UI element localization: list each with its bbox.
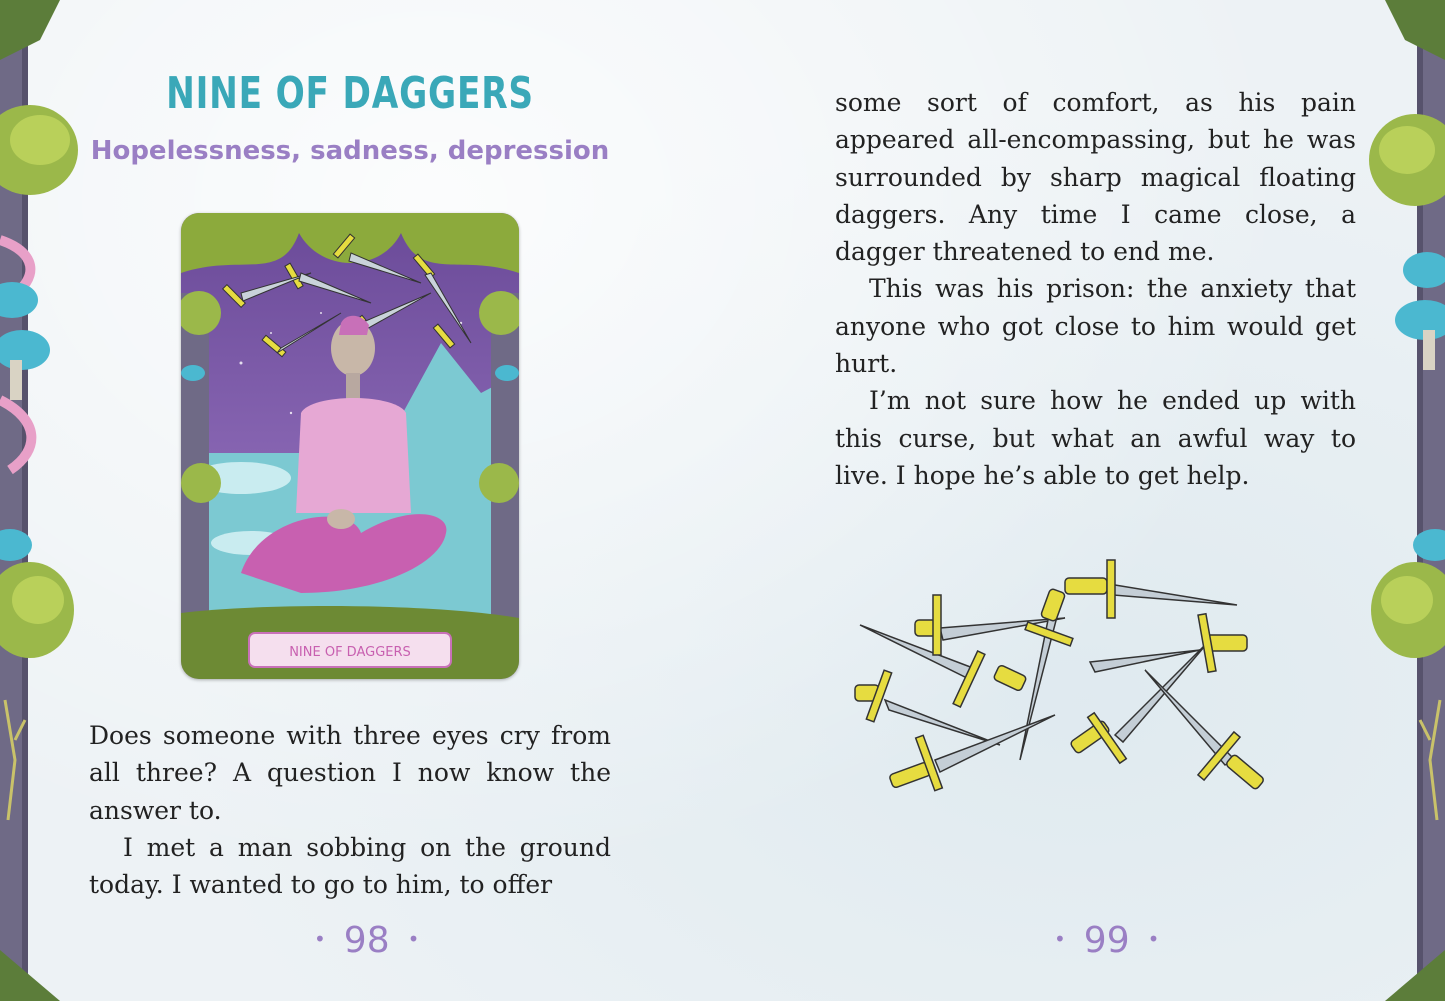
page-number-value: 99 [1083, 920, 1130, 961]
card-banner-label: NINE OF DAGGERS [289, 645, 411, 660]
page-number-value: 98 [343, 920, 390, 961]
page-number-left [296, 920, 437, 961]
right-tree-border [1365, 0, 1445, 1001]
separator-dot: • [1054, 927, 1066, 951]
paragraph: Does someone with three eyes cry from all three? A question I now know the answer to. [89, 721, 611, 825]
separator-dot: • [314, 927, 326, 951]
paragraph: I’m not sure how he ended up with this curse, but what an awful way to live. I hope he’s able to get help. [835, 386, 1356, 490]
separator-dot: • [407, 927, 420, 951]
dagger-illustration [845, 550, 1285, 810]
right-page-body [835, 84, 1356, 494]
tarot-card-illustration [181, 213, 519, 679]
left-tree-border [0, 0, 80, 1001]
paragraph: some sort of comfort, as his pain appeared all-encompassing, but he was surrounded by sharp magical floating daggers. Any time I came close, a dagger threatened to end me. [835, 88, 1356, 267]
card-keywords: Hopelessness, sadness, depression [90, 136, 610, 166]
paragraph: I met a man sobbing on the ground today. I wanted to go to him, to offer [89, 832, 611, 900]
card-title: NINE OF DAGGERS [166, 68, 534, 119]
page-number-right [1036, 920, 1177, 961]
paragraph: This was his prison: the anxiety that anyone who got close to him would get hurt. [835, 274, 1356, 379]
separator-dot: • [1147, 927, 1160, 951]
left-page-body [89, 717, 611, 903]
